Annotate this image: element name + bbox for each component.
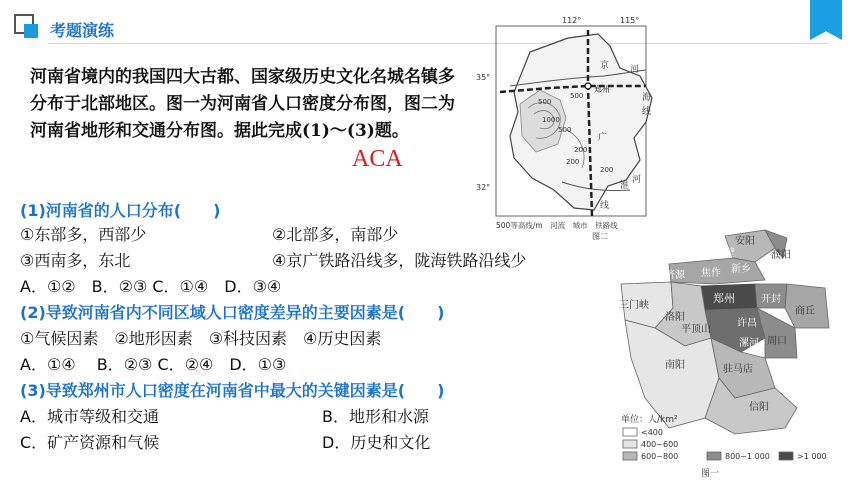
bookmark-tab bbox=[810, 0, 842, 40]
density-legend-lt400: <400 bbox=[641, 428, 663, 437]
q1-option-1: ①东部多，西部少 bbox=[20, 225, 147, 244]
header-divider bbox=[48, 43, 828, 44]
contour-label: 500 bbox=[570, 92, 584, 100]
q3-option-c: C．矿产资源和气候 bbox=[20, 433, 160, 452]
contour-label: 200 bbox=[600, 166, 614, 174]
terrain-figure-label: 图二 bbox=[592, 232, 608, 240]
contour-label: 1000 bbox=[542, 116, 560, 124]
density-swatch-400-600 bbox=[623, 440, 637, 448]
map-label-xuchang: 许昌 bbox=[737, 318, 757, 329]
city-marker bbox=[585, 83, 591, 89]
density-swatch-600-800 bbox=[623, 452, 637, 460]
density-legend-800-1000: 800~1 000 bbox=[725, 452, 770, 461]
map-label-hebi: 鹤壁 bbox=[715, 248, 735, 259]
q3-option-b: B．地形和水源 bbox=[322, 407, 429, 426]
map-label-zhoukou: 周口 bbox=[767, 336, 787, 347]
density-figure-label: 图一 bbox=[701, 469, 720, 479]
q1-option-4: ④京广铁路沿线多，陇海铁路沿线少 bbox=[272, 251, 527, 270]
q1-choices: A．①② B．②③ C．①④ D．③④ bbox=[20, 277, 282, 296]
rail-label: 线 bbox=[600, 201, 610, 211]
lon-label-112: 112° bbox=[562, 16, 582, 25]
density-swatch-800-1000 bbox=[707, 452, 721, 460]
map-label-pingdingshan: 平顶山 bbox=[681, 324, 711, 335]
q2-options: ①气候因素 ②地形因素 ③科技因素 ④历史因素 bbox=[20, 329, 382, 348]
intro-text: 河南省境内的我国四大古都、国家级历史文化名城名镇多分布于北部地区。图一为河南省人口密度分布图，图二为河南省地形和交通分布图。据此完成(1)～(3)题。 bbox=[30, 67, 455, 141]
q3-option-d: D．历史和文化 bbox=[322, 433, 431, 452]
terrain-map bbox=[470, 12, 685, 240]
map-label-xinyang: 信阳 bbox=[749, 402, 769, 413]
lon-label-115: 115° bbox=[620, 16, 640, 25]
rail-label: 河 bbox=[630, 65, 640, 75]
q2-choices: A．①④ B．②③ C．②④ D．①③ bbox=[20, 355, 287, 374]
map-label-puyang: 濮阳 bbox=[771, 250, 791, 261]
header-accent bbox=[24, 24, 38, 38]
q3-option-a: A．城市等级和交通 bbox=[20, 407, 159, 426]
q2-head: (2)导致河南省内不同区域人口密度差异的主要因素是( ) bbox=[20, 303, 445, 322]
map-label-jiaozuo: 焦作 bbox=[701, 268, 721, 279]
lat-label-35: 35° bbox=[476, 73, 491, 82]
river-label: 河 bbox=[632, 175, 642, 185]
city-label-zhengzhou: 郑州 bbox=[594, 85, 610, 94]
rail-label: 广 bbox=[598, 133, 608, 143]
map-label-sanmenxia: 三门峡 bbox=[619, 300, 649, 311]
answer-key: ACA bbox=[352, 146, 403, 172]
density-legend-600-800: 600~800 bbox=[641, 452, 679, 461]
rail-label: 海 bbox=[642, 93, 652, 103]
population-density-map bbox=[615, 228, 833, 480]
rail-label: 线 bbox=[642, 107, 652, 117]
map-label-shangqiu: 商丘 bbox=[795, 306, 815, 317]
density-swatch-lt400 bbox=[623, 428, 637, 436]
contour-label: 500 bbox=[538, 98, 552, 106]
density-legend-gt1000: >1 000 bbox=[797, 452, 827, 461]
map-label-luohe: 漯河 bbox=[739, 338, 759, 349]
map-label-anyang: 安阳 bbox=[735, 236, 755, 247]
lat-label-32: 32° bbox=[476, 183, 491, 192]
density-swatch-gt1000 bbox=[779, 452, 793, 460]
rail-label: 京 bbox=[600, 61, 610, 71]
map-label-zhengzhou: 郑州 bbox=[713, 292, 735, 305]
map-label-luoyang: 洛阳 bbox=[665, 312, 685, 323]
map-label-xinxiang: 新乡 bbox=[731, 264, 751, 275]
header-title: 考题演练 bbox=[50, 21, 115, 40]
map-label-nanyang: 南阳 bbox=[665, 360, 685, 371]
terrain-legend: 500等高线/m 河流 城市 铁路线 bbox=[496, 221, 618, 230]
map-label-jiyuan: 济源 bbox=[665, 270, 685, 281]
contour-label: 500 bbox=[558, 126, 572, 134]
q1-head: (1)河南省的人口分布( ) bbox=[20, 201, 221, 220]
q1-option-2: ②北部多，南部少 bbox=[272, 225, 399, 244]
density-legend-unit: 单位：人/km² bbox=[621, 415, 678, 425]
river-label: 淮 bbox=[620, 181, 630, 191]
q3-head: (3)导致郑州市人口密度在河南省中最大的关键因素是( ) bbox=[20, 381, 445, 400]
contour-label: 200 bbox=[574, 146, 588, 154]
map-label-kaifeng: 开封 bbox=[761, 294, 781, 305]
contour-label: 200 bbox=[566, 158, 580, 166]
map-label-zhumadian: 驻马店 bbox=[723, 364, 753, 375]
density-legend-400-600: 400~600 bbox=[641, 440, 679, 449]
q1-option-3: ③西南多，东北 bbox=[20, 251, 131, 270]
